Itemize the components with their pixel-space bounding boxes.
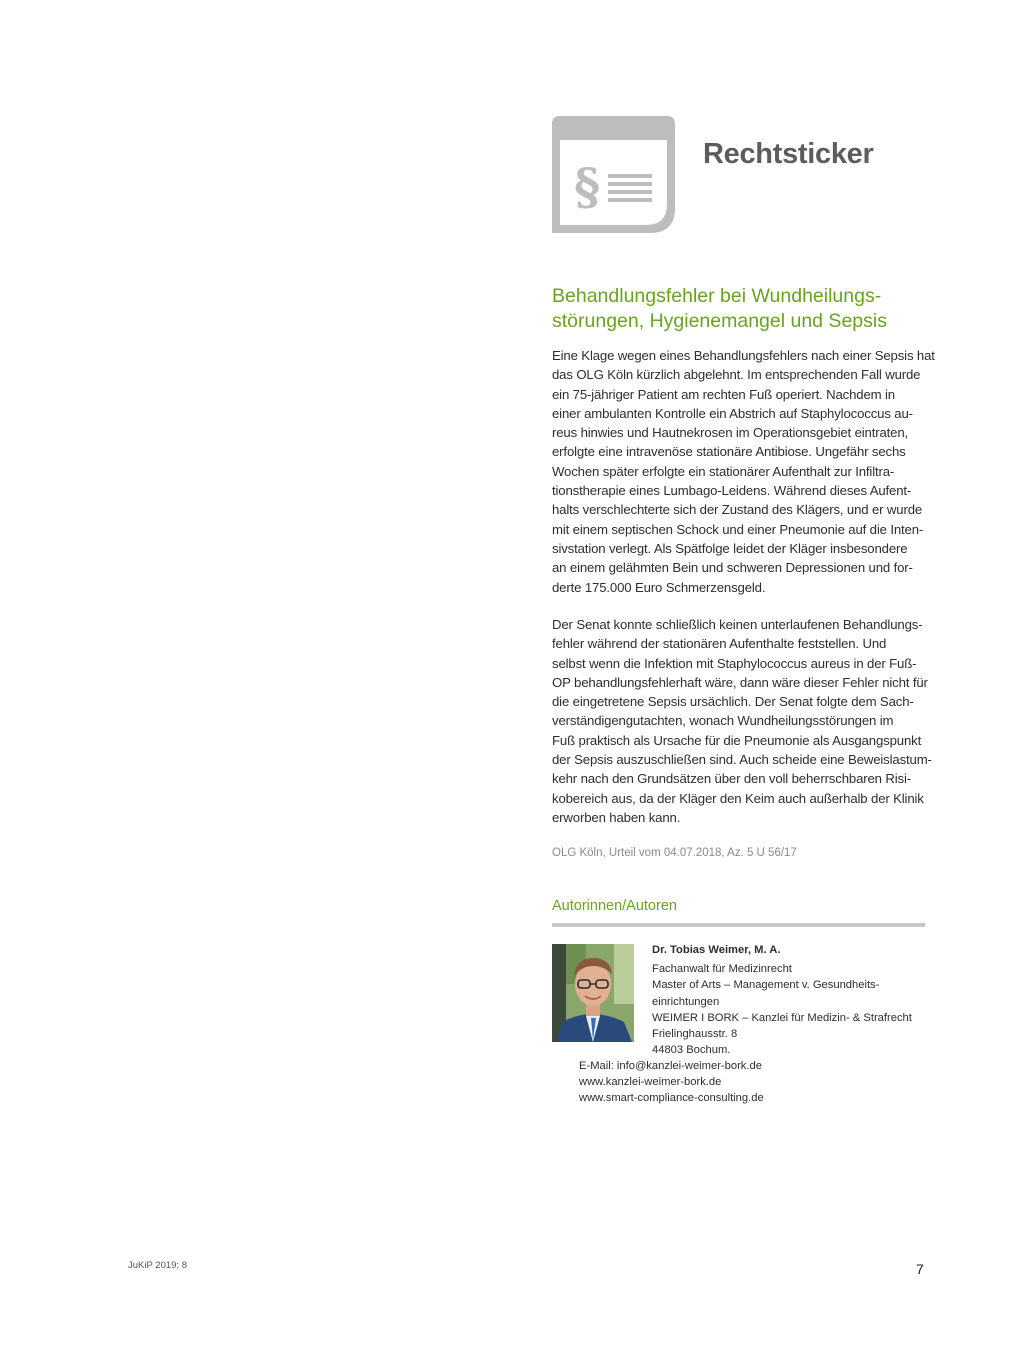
paragraph-line: reus hinwies und Hautnekrosen im Operationsgebiet eintraten,: [552, 425, 909, 441]
paragraph-line: Wochen später erfolgte ein stationärer Aufenthalt zur Infiltra-: [552, 463, 895, 479]
website-link: www.kanzlei-weimer-bork.de: [579, 1076, 722, 1089]
paragraph-line: verständigengutachten, wonach Wundheilungsstörungen im: [552, 713, 894, 729]
email-address: E-Mail: info@kanzlei-weimer-bork.de: [579, 1060, 762, 1072]
court-citation: OLG Köln, Urteil vom 04.07.2018, Az. 5 U 56/17: [552, 847, 797, 859]
author-photo: [552, 944, 634, 1042]
paragraph-line: einer ambulanten Kontrolle ein Abstrich auf Staphylococcus au-: [552, 405, 913, 421]
author-detail-line: einrichtungen: [652, 995, 720, 1008]
paragraph-line: halts verschlechterte sich der Zustand des Klägers, und er wurde: [552, 502, 923, 518]
paragraph-line: Der Senat konnte schließlich keinen unterlaufenen Behandlungs-: [552, 617, 923, 632]
paragraph-line: Fuß praktisch als Ursache für die Pneumonie als Ausgangspunkt: [552, 732, 922, 748]
paragraph-line: kobereich aus, da der Kläger den Keim auch außerhalb der Klinik: [552, 790, 924, 806]
author-name: Dr. Tobias Weimer, M. A.: [652, 944, 781, 956]
authors-divider: [552, 923, 925, 927]
paragraph-line: OP behandlungsfehlerhaft wäre, dann wäre dieser Fehler nicht für: [552, 674, 928, 690]
paragraph-line: derte 175.000 Euro Schmerzensgeld.: [552, 579, 766, 595]
paragraph-line: das OLG Köln kürzlich abgelehnt. Im entsprechenden Fall wurde: [552, 367, 921, 383]
website-link: www.smart-compliance-consulting.de: [579, 1092, 764, 1105]
paragraph-line: tionstherapie eines Lumbago-Leidens. Während dieses Aufent-: [552, 483, 912, 499]
author-detail-line: Fachanwalt für Medizinrecht: [652, 963, 792, 976]
section-title: Rechtsticker: [703, 138, 874, 170]
author-detail-line: Frielinghausstr. 8: [652, 1028, 738, 1041]
paragraph-document-icon: [552, 116, 675, 233]
paragraph-line: mit einem septischen Schock und einer Pneumonie auf die Inten-: [552, 521, 924, 537]
svg-text:§: §: [574, 157, 601, 216]
authors-heading: Autorinnen/Autoren: [552, 898, 677, 914]
author-detail-line: 44803 Bochum.: [652, 1044, 731, 1057]
article-paragraph-1: [552, 346, 935, 597]
paragraph-line: an einem gelähmten Bein und schweren Depressionen und for-: [552, 560, 913, 576]
paragraph-line: erfolgte eine intravenöse stationäre Antibiose. Ungefähr sechs: [552, 444, 906, 460]
article-title: [552, 284, 925, 334]
paragraph-line: ein 75-jähriger Patient am rechten Fuß operiert. Nachdem in: [552, 386, 895, 402]
author-contact: [579, 1058, 764, 1107]
article-title-line: Behandlungsfehler bei Wundheilungs-: [552, 285, 882, 307]
paragraph-line: die eingetretene Sepsis ursächlich. Der Senat folgte dem Sach-: [552, 694, 914, 710]
paragraph-line: sivstation verlegt. Als Spätfolge leidet der Kläger insbesondere: [552, 540, 908, 556]
paragraph-line: der Sepsis auszuschließen sind. Auch scheide eine Beweislastum-: [552, 752, 932, 768]
article-title-line: störungen, Hygienemangel und Sepsis: [552, 310, 887, 332]
author-detail-line: Master of Arts – Management v. Gesundheits-: [652, 979, 880, 992]
paragraph-line: kehr nach den Grundsätzen über den voll beherrschbaren Risi-: [552, 771, 911, 787]
page-number: 7: [916, 1261, 924, 1277]
paragraph-line: fehler während der stationären Aufenthalte feststellen. Und: [552, 636, 887, 652]
article-paragraph-2: [552, 615, 932, 827]
paragraph-line: selbst wenn die Infektion mit Staphylococcus aureus in der Fuß-: [552, 655, 917, 671]
journal-reference: JuKiP 2019; 8: [128, 1260, 187, 1271]
author-info: [652, 942, 912, 1058]
paragraph-line: erworben haben kann.: [552, 809, 681, 825]
author-detail-line: WEIMER I BORK – Kanzlei für Medizin- & Strafrecht: [652, 1011, 912, 1024]
paragraph-line: Eine Klage wegen eines Behandlungsfehlers nach einer Sepsis hat: [552, 348, 935, 363]
